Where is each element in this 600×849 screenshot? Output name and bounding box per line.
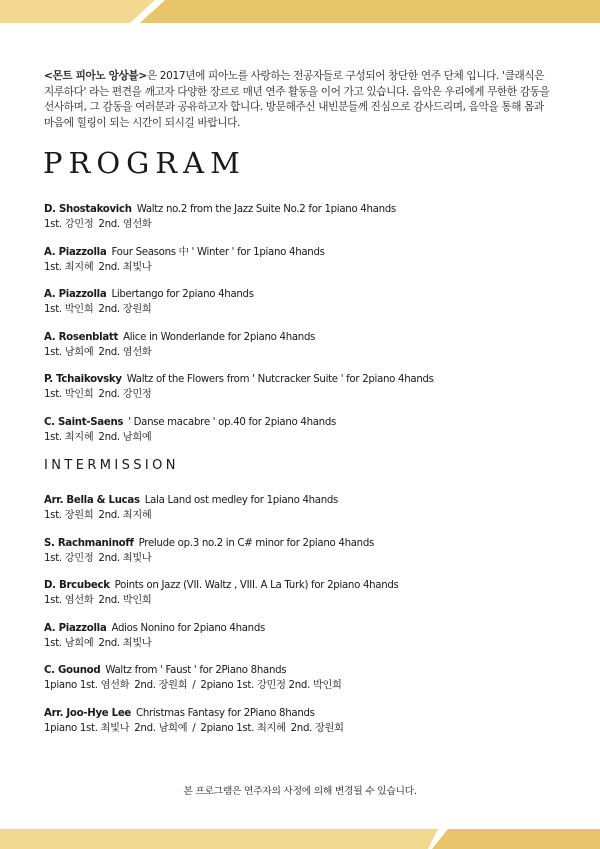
performers: [44, 345, 564, 360]
performer: 1piano 1st. 최빛나: [44, 722, 130, 734]
performers: [44, 678, 564, 693]
performers: [44, 260, 564, 275]
performer: 2nd. 장원희: [134, 680, 188, 691]
piece-heading: [44, 578, 564, 593]
piece-title: Four Seasons 中 ' Winter ' for 1piano 4hands: [111, 246, 325, 258]
piece-heading: [44, 287, 564, 302]
performer: 2nd. 염선화: [98, 219, 152, 230]
program-piece: [44, 330, 564, 360]
piece-heading: [44, 202, 564, 217]
composer-name: P. Tchaikovsky: [44, 374, 122, 385]
composer-name: A. Piazzolla: [44, 246, 107, 258]
performer: 1st. 강민정: [44, 219, 94, 230]
performer: 1st. 최지혜: [44, 431, 94, 443]
piece-title: Libertango for 2piano 4hands: [111, 289, 254, 300]
piece-title: ' Danse macabre ' op.40 for 2piano 4hands: [128, 416, 337, 428]
performers: [44, 636, 564, 651]
piece-heading: [44, 706, 564, 721]
performer: 2nd. 최빛나: [98, 552, 152, 564]
performers: [44, 508, 564, 523]
ensemble-name: <몬트 피아노 앙상블>: [44, 70, 147, 82]
piece-heading: [44, 493, 564, 508]
composer-name: Arr. Bella & Lucas: [44, 495, 140, 506]
performers: [44, 593, 564, 608]
top-gold-stripe-left: [0, 0, 155, 23]
composer-name: D. Shostakovich: [44, 204, 132, 215]
piece-title: Waltz of the Flowers from ' Nutcracker Suite ' for 2piano 4hands: [126, 374, 434, 385]
piece-heading: [44, 330, 564, 345]
top-gold-stripe-right: [140, 0, 600, 23]
intermission-heading: INTERMISSION: [44, 458, 179, 473]
performer: 1st. 최지혜: [44, 261, 94, 273]
performer: 2piano 1st. 최지혜: [200, 722, 286, 734]
performer: 1st. 강민정: [44, 552, 94, 564]
performer: 1st. 남희예: [44, 346, 94, 358]
performer: 1st. 박인희: [44, 304, 94, 315]
performer: 1st. 염선화: [44, 595, 94, 606]
performer: 2nd. 남희예: [98, 431, 152, 443]
composer-name: Arr. Joo-Hye Lee: [44, 707, 132, 719]
program-piece: [44, 372, 564, 402]
piece-title: Alice in Wonderlande for 2piano 4hands: [123, 331, 316, 343]
program-piece: [44, 578, 564, 608]
program-piece: [44, 493, 564, 523]
performer: 2nd. 남희예: [134, 722, 188, 734]
program-piece: [44, 536, 564, 566]
performer: 2nd. 최지혜: [98, 510, 152, 521]
performer: 2nd. 장원희: [290, 722, 344, 734]
performers: [44, 721, 564, 736]
program-piece: [44, 621, 564, 651]
composer-name: S. Rachmaninoff: [44, 537, 134, 549]
piece-title: Prelude op.3 no.2 in C# minor for 2piano 4hands: [138, 537, 374, 549]
composer-name: C. Gounod: [44, 665, 101, 676]
composer-name: A. Piazzolla: [44, 622, 107, 634]
piece-heading: [44, 415, 564, 430]
performer: 1st. 장원희: [44, 510, 94, 521]
piece-heading: [44, 663, 564, 678]
performer: 1st. 박인희: [44, 389, 94, 400]
performers: [44, 302, 564, 317]
composer-name: A. Rosenblatt: [44, 331, 119, 343]
piece-title: Adios Nonino for 2piano 4hands: [111, 622, 265, 634]
piece-title: Lala Land ost medley for 1piano 4hands: [144, 495, 339, 506]
composer-name: C. Saint-Saens: [44, 416, 124, 428]
piece-heading: [44, 245, 564, 260]
intro-text: 은 2017년에 피아노를 사랑하는 전공자들로 구성되어 창단한 연주 단체 입니다. '클래식은 지루하다' 라는 편견을 깨고자 다양한 장르로 매년 연주 활동을 이어 가고 있습니다. 음악은 우리에게 무한한 감동을 선사하며, 그 감동을 여러분과 공유하고자 합니다. 방문해주신 내빈분들께 진심으로 감사드리며, 음악을 통해 몸과 마음에 힐링이 되는 시간이 되시길 바랍니다.: [44, 70, 550, 129]
piece-heading: [44, 536, 564, 551]
performer: /: [192, 680, 196, 691]
performer: 2nd. 염선화: [98, 346, 152, 358]
performer: 2nd. 최빛나: [98, 637, 152, 649]
bottom-gold-banner: [0, 819, 600, 849]
performer: 1st. 남희예: [44, 637, 94, 649]
composer-name: D. Brcubeck: [44, 580, 110, 591]
performer: 2nd. 최빛나: [98, 261, 152, 273]
piece-title: Waltz no.2 from the Jazz Suite No.2 for 1piano 4hands: [136, 204, 396, 215]
piece-title: Waltz from ' Faust ' for 2Piano 8hands: [105, 665, 287, 676]
performers: [44, 430, 564, 445]
intro-paragraph: [44, 69, 564, 131]
piece-heading: [44, 372, 564, 387]
performers: [44, 387, 564, 402]
footnote: 본 프로그램은 연주자의 사정에 의해 변경될 수 있습니다.: [183, 786, 417, 797]
program-title: PROGRAM: [43, 146, 246, 180]
performers: [44, 551, 564, 566]
performer: 2piano 1st. 강민정 2nd. 박인희: [200, 680, 342, 691]
performer: 2nd. 장원희: [98, 304, 152, 315]
performer: 2nd. 강민정: [98, 389, 152, 400]
piece-heading: [44, 621, 564, 636]
piece-title: Christmas Fantasy for 2Piano 8hands: [136, 707, 315, 719]
bottom-gold-stripe-right: [432, 829, 600, 849]
performers: [44, 217, 564, 232]
program-piece: [44, 287, 564, 317]
performer: 2nd. 박인희: [98, 595, 152, 606]
piece-title: Points on Jazz (VII. Waltz , VIII. A La Turk) for 2piano 4hands: [114, 580, 399, 591]
program-piece: [44, 202, 564, 232]
program-piece: [44, 245, 564, 275]
program-piece: [44, 663, 564, 693]
top-gold-banner: [0, 0, 600, 40]
performer: /: [192, 722, 196, 734]
composer-name: A. Piazzolla: [44, 289, 107, 300]
performer: 1piano 1st. 염선화: [44, 680, 130, 691]
program-piece: [44, 415, 564, 445]
bottom-gold-stripe-left: [0, 829, 438, 849]
program-piece: [44, 706, 564, 736]
